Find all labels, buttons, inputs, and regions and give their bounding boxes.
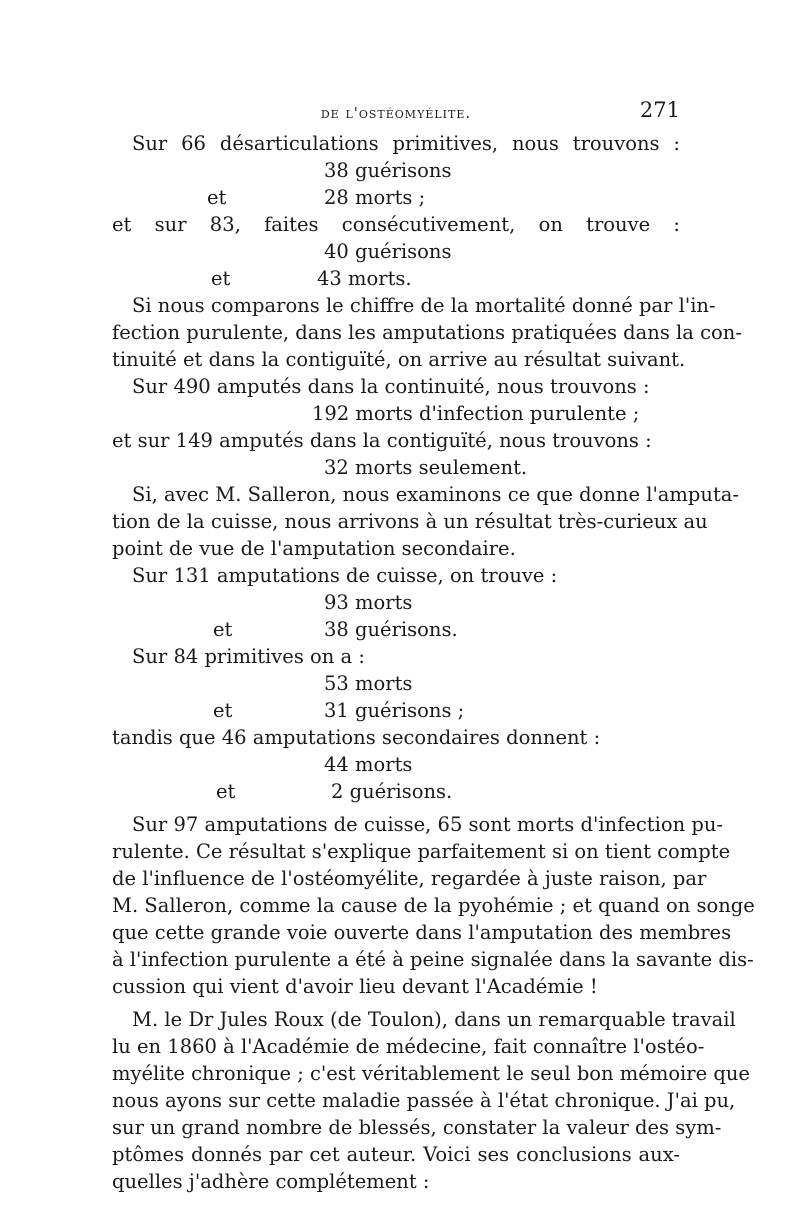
text-line [112, 616, 680, 643]
text-line: tandis que 46 amputations secondaires donnent : [112, 726, 601, 749]
conjunction: et [213, 699, 233, 722]
text-line: tinuité et dans la contiguïté, on arrive au résultat suivant. [112, 348, 686, 371]
text-line [112, 265, 680, 292]
text-line [112, 184, 680, 211]
text-line [112, 157, 680, 184]
text-line: myélite chronique ; c'est véritablement le seul bon mémoire que [112, 1062, 750, 1085]
text-line: Si nous comparons le chiffre de la mortalité donné par l'in- [132, 294, 716, 317]
text-line: Sur 131 amputations de cuisse, on trouve : [132, 564, 558, 587]
text-line: que cette grande voie ouverte dans l'amputation des membres [112, 921, 732, 944]
text-line: point de vue de l'amputation secondaire. [112, 537, 516, 560]
text-line: cussion qui vient d'avoir lieu devant l'Académie ! [112, 975, 598, 998]
result-value: 38 guérisons [324, 159, 452, 182]
running-head: de l'ostéomyélite. [320, 104, 472, 122]
text-line: Sur 97 amputations de cuisse, 65 sont morts d'infection pu- [132, 813, 723, 836]
text-line [112, 751, 680, 778]
text-line: lu en 1860 à l'Académie de médecine, fait connaître l'ostéo- [112, 1035, 705, 1058]
text-line: M. le Dr Jules Roux (de Toulon), dans un remarquable travail [132, 1008, 736, 1031]
text-line: à l'infection purulente a été à peine signalée dans la savante dis- [112, 948, 754, 971]
conjunction: et [211, 267, 231, 290]
text-line: et sur 83, faites consécutivement, on trouve : [112, 213, 680, 236]
text-line: nous ayons sur cette maladie passée à l'état chronique. J'ai pu, [112, 1089, 736, 1112]
text-line [112, 238, 680, 265]
result-value: 32 morts seulement. [324, 456, 528, 479]
result-value: 44 morts [324, 753, 413, 776]
text-line [112, 670, 680, 697]
text-line [112, 589, 680, 616]
text-line: Sur 84 primitives on a : [132, 645, 365, 668]
text-line: Si, avec M. Salleron, nous examinons ce que donne l'amputa- [132, 483, 740, 506]
text-line [112, 778, 680, 805]
conjunction: et [207, 186, 227, 209]
result-value: 93 morts [324, 591, 413, 614]
page-number: 271 [639, 98, 680, 122]
text-line [112, 400, 680, 427]
text-line: Sur 66 désarticulations primitives, nous trouvons : [132, 132, 680, 155]
text-line: de l'influence de l'ostéomyélite, regardée à juste raison, par [112, 867, 707, 890]
text-line: et sur 149 amputés dans la contiguïté, nous trouvons : [112, 429, 652, 452]
text-line: rulente. Ce résultat s'explique parfaitement si on tient compte [112, 840, 731, 863]
text-line: sur un grand nombre de blessés, constater la valeur des sym- [112, 1116, 722, 1139]
conjunction: et [213, 618, 233, 641]
result-value: 38 guérisons. [324, 618, 458, 641]
result-value: 43 morts. [317, 267, 412, 290]
result-value: 40 guérisons [324, 240, 452, 263]
text-line: tion de la cuisse, nous arrivons à un résultat très-curieux au [112, 510, 708, 533]
text-line: ptômes donnés par cet auteur. Voici ses conclusions aux- [112, 1143, 680, 1166]
text-line: Sur 490 amputés dans la continuité, nous trouvons : [132, 375, 650, 398]
text-line: M. Salleron, comme la cause de la pyohémie ; et quand on songe [112, 894, 755, 917]
text-line [112, 454, 680, 481]
body-text [112, 130, 755, 1195]
result-value: 2 guérisons. [331, 780, 453, 803]
result-value: 28 morts ; [324, 186, 426, 209]
result-value: 192 morts d'infection purulente ; [312, 402, 640, 425]
text-line [112, 697, 680, 724]
page-header [112, 98, 680, 128]
result-value: 53 morts [324, 672, 413, 695]
conjunction: et [216, 780, 236, 803]
result-value: 31 guérisons ; [324, 699, 465, 722]
text-line: fection purulente, dans les amputations pratiquées dans la con- [112, 321, 742, 344]
text-line: quelles j'adhère complétement : [112, 1170, 430, 1193]
